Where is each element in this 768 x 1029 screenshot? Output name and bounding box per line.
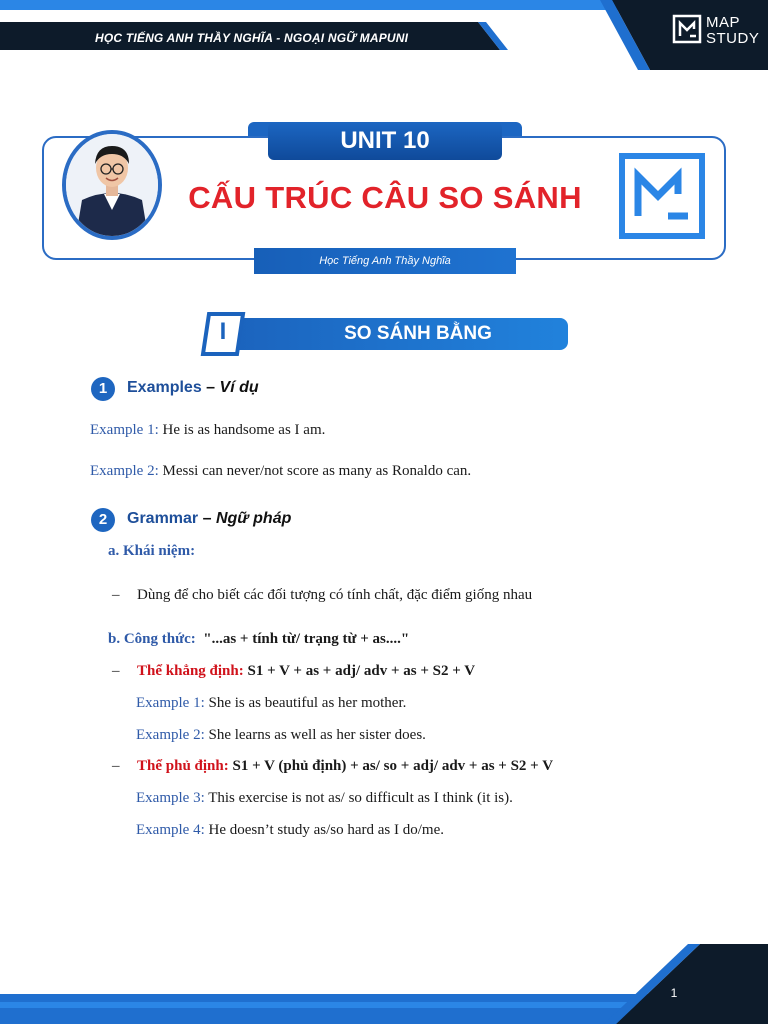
formula-text: "...as + tính từ/ trạng từ + as...."	[203, 631, 410, 647]
section-title-bar: SO SÁNH BẰNG	[228, 318, 568, 350]
grammar-heading	[127, 510, 291, 528]
heading-number-2: 2	[91, 508, 115, 532]
example-label: Example 4:	[136, 822, 205, 838]
grammar-heading-en: Grammar	[127, 510, 199, 527]
example-line	[136, 727, 426, 744]
negative-formula: S1 + V (phủ định) + as/ so + adj/ adv + as + S2 + V	[228, 758, 554, 774]
teacher-photo	[66, 134, 158, 236]
examples-heading-dash: –	[201, 379, 220, 396]
affirmative-bullet: –	[112, 663, 120, 679]
teacher-avatar	[62, 130, 162, 240]
affirmative-label: Thể khẳng định:	[137, 663, 244, 679]
negative-bullet: –	[112, 758, 120, 774]
heading-number-1: 1	[91, 377, 115, 401]
example-line	[90, 463, 471, 480]
example-label: Example 3:	[136, 790, 205, 806]
example-line	[136, 790, 513, 807]
header-strip-text: HỌC TIẾNG ANH THẦY NGHĨA - NGOẠI NGỮ MAPUNI	[95, 31, 409, 45]
concept-heading: a. Khái niệm:	[108, 543, 196, 559]
subtitle-bar: Học Tiếng Anh Thầy Nghĩa	[254, 248, 516, 274]
example-text: This exercise is not as/ so difficult as I think (it is).	[204, 790, 513, 806]
example-text: She learns as well as her sister does.	[204, 727, 426, 743]
logo-line-2: STUDY	[706, 30, 760, 47]
example-text: She is as beautiful as her mother.	[204, 695, 407, 711]
examples-heading-en: Examples	[127, 379, 202, 396]
logo-line-1: MAP	[706, 14, 741, 31]
examples-heading	[127, 379, 259, 397]
m-logo-icon	[672, 14, 702, 44]
logo-text	[706, 15, 759, 47]
example-text: He doesn’t study as/so hard as I do/me.	[204, 822, 445, 838]
example-line	[90, 422, 325, 439]
section-number-badge	[199, 312, 247, 356]
example-label: Example 1:	[136, 695, 205, 711]
footer-banner	[0, 940, 768, 1024]
concept-text: Dùng để cho biết các đối tượng có tính chất, đặc điểm giống nhau	[137, 587, 533, 603]
negative-line	[137, 758, 553, 775]
example-text: Messi can never/not score as many as Ronaldo can.	[158, 463, 472, 479]
example-label: Example 1:	[90, 422, 159, 438]
example-label: Example 2:	[136, 727, 205, 743]
affirmative-line	[137, 663, 475, 680]
page-title: CẤU TRÚC CÂU SO SÁNH	[188, 180, 582, 215]
concept-bullet: –	[112, 587, 120, 603]
formula-heading: b. Công thức:	[108, 631, 196, 647]
page-number: 1	[670, 986, 678, 1000]
example-text: He is as handsome as I am.	[158, 422, 326, 438]
section-number: I	[219, 318, 227, 345]
negative-label: Thể phủ định:	[137, 758, 229, 774]
unit-badge: UNIT 10	[268, 122, 502, 160]
m-logo-icon-large	[618, 152, 706, 240]
affirmative-formula: S1 + V + as + adj/ adv + as + S2 + V	[243, 663, 476, 679]
grammar-heading-vi: Ngữ pháp	[215, 510, 292, 527]
footer-banner-graphic	[0, 940, 768, 1024]
formula-line	[108, 631, 409, 648]
example-line	[136, 822, 444, 839]
examples-heading-vi: Ví dụ	[219, 379, 259, 396]
example-label: Example 2:	[90, 463, 159, 479]
top-banner	[0, 0, 768, 70]
map-study-logo	[672, 14, 764, 50]
example-line	[136, 695, 406, 712]
grammar-heading-dash: –	[198, 510, 216, 527]
